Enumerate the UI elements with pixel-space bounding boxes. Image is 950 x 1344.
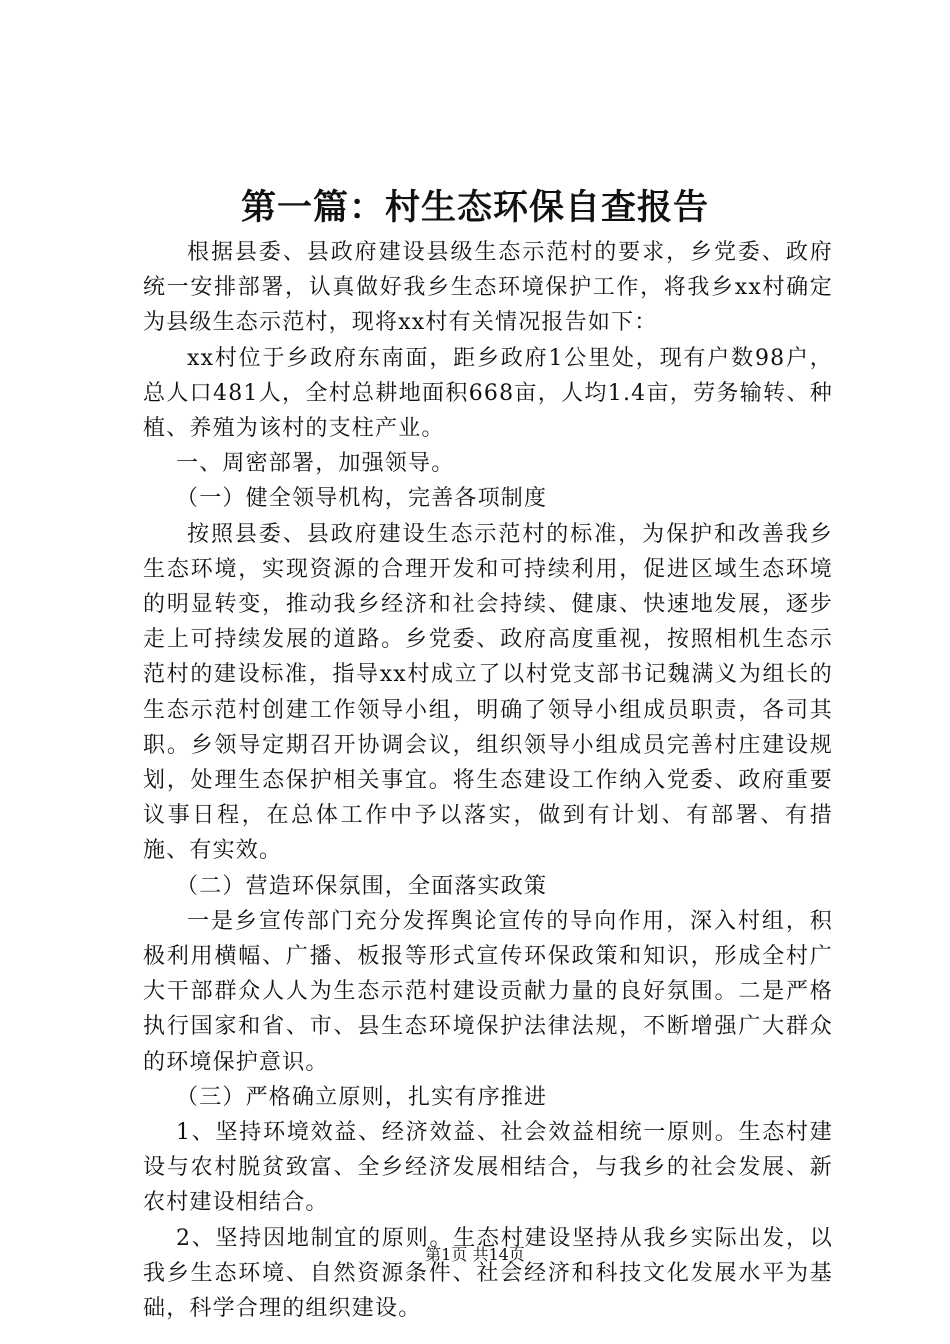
page-title: 第一篇：村生态环保自查报告: [240, 187, 709, 228]
document-body: [143, 235, 833, 1326]
paragraph-principle-2: 2、坚持因地制宜的原则。生态村建设坚持从我乡实际出发，以我乡生态环境、自然资源条件、社会经济和科技文化发展水平为基础，科学合理的组织建设。: [143, 1225, 833, 1322]
paragraph-village-overview: xx村位于乡政府东南面，距乡政府1公里处，现有户数98户，总人口481人，全村总耕地面积668亩，人均1.4亩，劳务输转、种植、养殖为该村的支柱产业。: [143, 345, 833, 442]
subsection-heading-2: （二）营造环保氛围，全面落实政策: [176, 873, 548, 899]
section-heading-1: 一、周密部署，加强领导。: [176, 451, 455, 477]
paragraph-atmosphere: 一是乡宣传部门充分发挥舆论宣传的导向作用，深入村组，积极利用横幅、广播、板报等形式宣传环保政策和知识，形成全村广大干部群众人人为生态示范村建设贡献力量的良好氛围。二是严格执行国家和省、市、县生态环境保护法律法规，不断增强广大群众的环境保护意识。: [143, 908, 833, 1075]
page-number: 第1页 共14页: [425, 1245, 525, 1264]
subsection-heading-1: （一）健全领导机构，完善各项制度: [176, 486, 548, 512]
paragraph-leadership: 按照县委、县政府建设生态示范村的标准，为保护和改善我乡生态环境，实现资源的合理开发和可持续利用，促进区域生态环境的明显转变，推动我乡经济和社会持续、健康、快速地发展，逐步走上可持续发展的道路。乡党委、政府高度重视，按照相机生态示范村的建设标准，指导xx村成立了以村党支部书记魏满义为组长的生态示范村创建工作领导小组，明确了领导小组成员职责，各司其职。乡领导定期召开协调会议，组织领导小组成员完善村庄建设规划，处理生态保护相关事宜。将生态建设工作纳入党委、政府重要议事日程，在总体工作中予以落实，做到有计划、有部署、有措施、有实效。: [143, 521, 833, 864]
paragraph-principle-1: 1、坚持环境效益、经济效益、社会效益相统一原则。生态村建设与农村脱贫致富、全乡经济发展相结合，与我乡的社会发展、新农村建设相结合。: [143, 1120, 833, 1216]
paragraph-intro: 根据县委、县政府建设县级生态示范村的要求，乡党委、政府统一安排部署，认真做好我乡生态环境保护工作，将我乡xx村确定为县级生态示范村，现将xx村有关情况报告如下：: [143, 240, 833, 336]
subsection-heading-3: （三）严格确立原则，扎实有序推进: [176, 1084, 548, 1110]
